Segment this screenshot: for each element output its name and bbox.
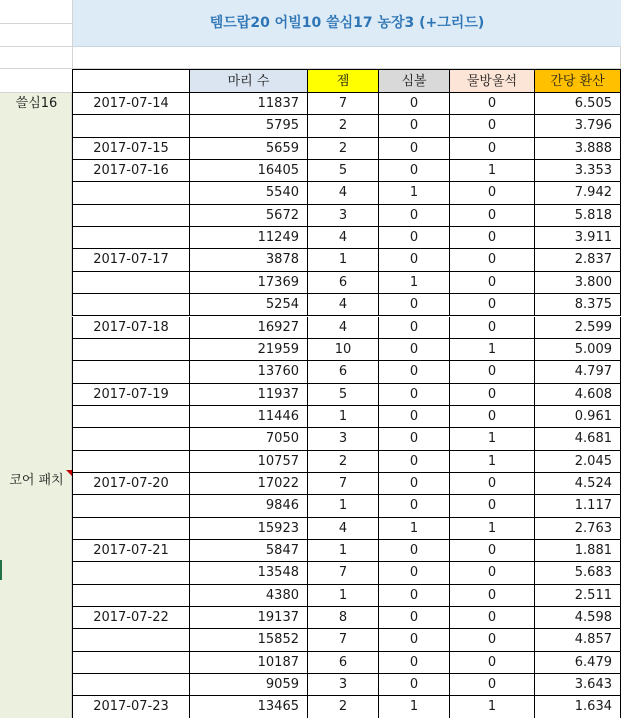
cell-gem[interactable]: 7: [308, 629, 379, 651]
cell-drop[interactable]: 1: [450, 518, 535, 540]
cell-date[interactable]: [72, 115, 190, 137]
sheet-title[interactable]: 템드랍20 어빌10 쓸심17 농장3 (+그리드): [73, 0, 621, 47]
cell-symbol[interactable]: 0: [379, 585, 450, 607]
cell-gem[interactable]: 1: [308, 540, 379, 562]
cell-drop[interactable]: 0: [450, 115, 535, 137]
header-symbol[interactable]: 심볼: [379, 69, 450, 93]
cell-rate[interactable]: 8.375: [535, 294, 621, 316]
cell-drop[interactable]: 0: [450, 272, 535, 294]
cell-date[interactable]: 2017-07-14: [72, 93, 190, 115]
cell-date[interactable]: [72, 652, 190, 674]
cell-blank-row3[interactable]: [73, 47, 621, 69]
cell-drop[interactable]: 0: [450, 629, 535, 651]
cell-rate[interactable]: 4.797: [535, 361, 621, 383]
cell-gem[interactable]: 3: [308, 428, 379, 450]
cell-count[interactable]: 10757: [190, 451, 308, 473]
cell-a1[interactable]: [0, 0, 73, 24]
cell-rate[interactable]: 1.117: [535, 495, 621, 517]
cell-gem[interactable]: 2: [308, 138, 379, 160]
cell-rate[interactable]: 3.800: [535, 272, 621, 294]
cell-drop[interactable]: 0: [450, 227, 535, 249]
cell-gem[interactable]: 10: [308, 339, 379, 361]
cell-rate[interactable]: 2.763: [535, 518, 621, 540]
cell-rate[interactable]: 4.524: [535, 473, 621, 495]
cell-symbol[interactable]: 0: [379, 249, 450, 271]
cell-count[interactable]: 5672: [190, 205, 308, 227]
cell-rate[interactable]: 3.911: [535, 227, 621, 249]
side-label-column: [0, 93, 72, 718]
cell-symbol[interactable]: 0: [379, 473, 450, 495]
cell-symbol[interactable]: 0: [379, 428, 450, 450]
cell-symbol[interactable]: 0: [379, 227, 450, 249]
cell-symbol[interactable]: 0: [379, 294, 450, 316]
cell-rate[interactable]: 3.796: [535, 115, 621, 137]
cell-symbol[interactable]: 1: [379, 696, 450, 718]
cell-date[interactable]: 2017-07-23: [72, 696, 190, 718]
cell-rate[interactable]: 1.881: [535, 540, 621, 562]
cell-count[interactable]: 4380: [190, 585, 308, 607]
cell-rate[interactable]: 4.681: [535, 428, 621, 450]
cell-symbol[interactable]: 0: [379, 540, 450, 562]
cell-gem[interactable]: 1: [308, 495, 379, 517]
cell-count[interactable]: 21959: [190, 339, 308, 361]
cell-rate[interactable]: 7.942: [535, 182, 621, 204]
cell-symbol[interactable]: 0: [379, 652, 450, 674]
cell-symbol[interactable]: 0: [379, 339, 450, 361]
cell-date[interactable]: 2017-07-19: [72, 384, 190, 406]
cell-date[interactable]: [72, 585, 190, 607]
cell-date[interactable]: [72, 629, 190, 651]
cell-count[interactable]: 13548: [190, 562, 308, 584]
cell-rate[interactable]: 5.683: [535, 562, 621, 584]
cell-gem[interactable]: 7: [308, 93, 379, 115]
cell-count[interactable]: 5659: [190, 138, 308, 160]
cell-date[interactable]: 2017-07-18: [72, 317, 190, 339]
cell-count[interactable]: 11446: [190, 406, 308, 428]
cell-rate[interactable]: 3.643: [535, 674, 621, 696]
cell-drop[interactable]: 1: [450, 696, 535, 718]
cell-date[interactable]: 2017-07-15: [72, 138, 190, 160]
cell-count[interactable]: 5540: [190, 182, 308, 204]
cell-drop[interactable]: 0: [450, 674, 535, 696]
cell-drop[interactable]: 0: [450, 93, 535, 115]
cell-drop[interactable]: 0: [450, 361, 535, 383]
cell-count[interactable]: 5795: [190, 115, 308, 137]
cell-count[interactable]: 16405: [190, 160, 308, 182]
cell-gem[interactable]: 5: [308, 160, 379, 182]
cell-symbol[interactable]: 0: [379, 160, 450, 182]
header-blank[interactable]: [72, 69, 190, 93]
cell-gem[interactable]: 2: [308, 696, 379, 718]
cell-date[interactable]: [72, 495, 190, 517]
cell-count[interactable]: 11837: [190, 93, 308, 115]
cell-drop[interactable]: 1: [450, 451, 535, 473]
cell-gem[interactable]: 7: [308, 562, 379, 584]
cell-rate[interactable]: 6.505: [535, 93, 621, 115]
cell-gem[interactable]: 7: [308, 473, 379, 495]
cell-symbol[interactable]: 1: [379, 182, 450, 204]
cell-drop[interactable]: 0: [450, 249, 535, 271]
cell-a2[interactable]: [0, 24, 73, 47]
cell-rate[interactable]: 4.608: [535, 384, 621, 406]
cell-rate[interactable]: 4.598: [535, 607, 621, 629]
cell-rate[interactable]: 2.837: [535, 249, 621, 271]
cell-symbol[interactable]: 0: [379, 562, 450, 584]
cell-count[interactable]: 11937: [190, 384, 308, 406]
cell-date[interactable]: [72, 428, 190, 450]
cell-gem[interactable]: 4: [308, 518, 379, 540]
cell-a4[interactable]: [0, 69, 73, 93]
cell-date[interactable]: [72, 205, 190, 227]
cell-symbol[interactable]: 0: [379, 317, 450, 339]
cell-rate[interactable]: 6.479: [535, 652, 621, 674]
cell-gem[interactable]: 2: [308, 451, 379, 473]
cell-date[interactable]: [72, 272, 190, 294]
cell-symbol[interactable]: 0: [379, 607, 450, 629]
cell-count[interactable]: 15852: [190, 629, 308, 651]
cell-count[interactable]: 7050: [190, 428, 308, 450]
cell-count[interactable]: 10187: [190, 652, 308, 674]
cell-gem[interactable]: 1: [308, 249, 379, 271]
cell-gem[interactable]: 3: [308, 205, 379, 227]
cell-gem[interactable]: 3: [308, 674, 379, 696]
cell-drop[interactable]: 0: [450, 607, 535, 629]
cell-drop[interactable]: 0: [450, 473, 535, 495]
cell-rate[interactable]: 2.599: [535, 317, 621, 339]
cell-count[interactable]: 15923: [190, 518, 308, 540]
cell-count[interactable]: 13760: [190, 361, 308, 383]
cell-count[interactable]: 19137: [190, 607, 308, 629]
cell-a3[interactable]: [0, 47, 73, 69]
cell-rate[interactable]: 3.353: [535, 160, 621, 182]
side-label-middle[interactable]: 코어 패치: [9, 473, 64, 488]
cell-gem[interactable]: 1: [308, 406, 379, 428]
cell-symbol[interactable]: 0: [379, 495, 450, 517]
cell-date[interactable]: [72, 562, 190, 584]
cell-count[interactable]: 17369: [190, 272, 308, 294]
cell-drop[interactable]: 0: [450, 406, 535, 428]
cell-gem[interactable]: 1: [308, 585, 379, 607]
cell-drop[interactable]: 0: [450, 540, 535, 562]
cell-symbol[interactable]: 0: [379, 361, 450, 383]
cell-rate[interactable]: 3.888: [535, 138, 621, 160]
cell-date[interactable]: [72, 674, 190, 696]
cell-date[interactable]: 2017-07-21: [72, 540, 190, 562]
cell-date[interactable]: [72, 406, 190, 428]
cell-rate[interactable]: 5.818: [535, 205, 621, 227]
cell-gem[interactable]: 5: [308, 384, 379, 406]
cell-gem[interactable]: 6: [308, 361, 379, 383]
cell-drop[interactable]: 0: [450, 562, 535, 584]
cell-gem[interactable]: 6: [308, 272, 379, 294]
cell-count[interactable]: 3878: [190, 249, 308, 271]
cell-gem[interactable]: 6: [308, 652, 379, 674]
cell-symbol[interactable]: 0: [379, 406, 450, 428]
cell-count[interactable]: 17022: [190, 473, 308, 495]
cell-date[interactable]: [72, 361, 190, 383]
cell-gem[interactable]: 8: [308, 607, 379, 629]
cell-rate[interactable]: 1.634: [535, 696, 621, 718]
cell-date[interactable]: 2017-07-22: [72, 607, 190, 629]
cell-symbol[interactable]: 0: [379, 93, 450, 115]
cell-symbol[interactable]: 1: [379, 518, 450, 540]
cell-drop[interactable]: 1: [450, 339, 535, 361]
cell-rate[interactable]: 2.045: [535, 451, 621, 473]
cell-symbol[interactable]: 0: [379, 384, 450, 406]
cell-symbol[interactable]: 0: [379, 451, 450, 473]
cell-rate[interactable]: 5.009: [535, 339, 621, 361]
cell-gem[interactable]: 4: [308, 227, 379, 249]
header-rate[interactable]: 간당 환산: [535, 69, 621, 93]
cell-date[interactable]: [72, 294, 190, 316]
cell-date[interactable]: [72, 518, 190, 540]
cell-gem[interactable]: 4: [308, 294, 379, 316]
cell-date[interactable]: 2017-07-20: [72, 473, 190, 495]
cell-drop[interactable]: 0: [450, 585, 535, 607]
cell-drop[interactable]: 0: [450, 138, 535, 160]
cell-drop[interactable]: 0: [450, 652, 535, 674]
cell-gem[interactable]: 2: [308, 115, 379, 137]
cell-symbol[interactable]: 0: [379, 115, 450, 137]
cell-symbol[interactable]: 0: [379, 629, 450, 651]
cell-count[interactable]: 9846: [190, 495, 308, 517]
side-label-top[interactable]: 쓸심16: [15, 96, 58, 111]
header-drop[interactable]: 물방울석: [450, 69, 535, 93]
cell-date[interactable]: [72, 451, 190, 473]
cell-symbol[interactable]: 1: [379, 272, 450, 294]
cell-count[interactable]: 13465: [190, 696, 308, 718]
selection-marker: [0, 560, 2, 580]
cell-rate[interactable]: 4.857: [535, 629, 621, 651]
header-count[interactable]: 마리 수: [190, 69, 308, 93]
header-gem[interactable]: 젬: [308, 69, 379, 93]
cell-symbol[interactable]: 0: [379, 674, 450, 696]
cell-gem[interactable]: 4: [308, 182, 379, 204]
cell-date[interactable]: [72, 182, 190, 204]
cell-date[interactable]: [72, 339, 190, 361]
cell-count[interactable]: 5847: [190, 540, 308, 562]
cell-drop[interactable]: 0: [450, 317, 535, 339]
cell-drop[interactable]: 0: [450, 294, 535, 316]
cell-count[interactable]: 16927: [190, 317, 308, 339]
cell-date[interactable]: [72, 227, 190, 249]
cell-rate[interactable]: 2.511: [535, 585, 621, 607]
cell-date[interactable]: 2017-07-16: [72, 160, 190, 182]
cell-drop[interactable]: 1: [450, 160, 535, 182]
cell-drop[interactable]: 0: [450, 205, 535, 227]
cell-count[interactable]: 9059: [190, 674, 308, 696]
cell-rate[interactable]: 0.961: [535, 406, 621, 428]
cell-symbol[interactable]: 0: [379, 205, 450, 227]
cell-date[interactable]: 2017-07-17: [72, 249, 190, 271]
cell-symbol[interactable]: 0: [379, 138, 450, 160]
cell-count[interactable]: 11249: [190, 227, 308, 249]
cell-gem[interactable]: 4: [308, 317, 379, 339]
cell-count[interactable]: 5254: [190, 294, 308, 316]
cell-drop[interactable]: 0: [450, 182, 535, 204]
cell-drop[interactable]: 0: [450, 495, 535, 517]
cell-drop[interactable]: 1: [450, 428, 535, 450]
cell-drop[interactable]: 0: [450, 384, 535, 406]
